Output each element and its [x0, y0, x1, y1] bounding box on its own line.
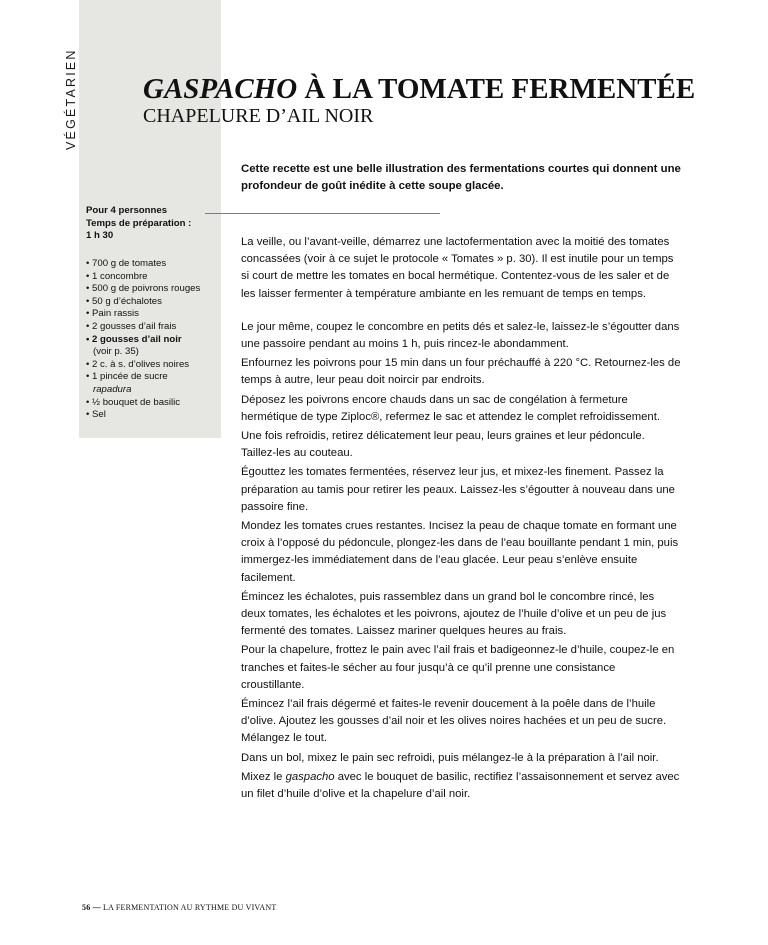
ingredient-item-label: • 2 gousses d’ail noir: [86, 333, 182, 345]
instruction-paragraph: Le jour même, coupez le concombre en petits dés et salez-le, laissez-le s’égoutter dans une passoire pendant au moins 1 h, puis rincez-le abondamment.: [241, 320, 680, 351]
running-title: LA FERMENTATION AU RYTHME DU VIVANT: [100, 903, 277, 912]
ingredient-note: (voir p. 35): [93, 346, 139, 358]
instruction-paragraph: Pour la chapelure, frottez le pain avec l’ail frais et badigeonnez-le d’huile, coupez-le en tranches et faites-le sécher au four jusqu’à ce qu’il prenne une consistance croustillante.: [241, 644, 675, 691]
ingredient-note: rapadura: [93, 383, 132, 395]
ingredient-item: • 1 concombre: [86, 270, 148, 282]
final-text-before: Mixez le: [241, 770, 286, 783]
instruction-paragraph: Mondez les tomates crues restantes. Incisez la peau de chaque tomate en formant une croix à l’opposé du pédoncule, plongez-les dans de l’eau bouillante pendant 1 min, puis immergez-les immédiatement dans de l’eau glacée. Leur peau s’enlève ensuite facilement.: [241, 520, 679, 584]
recipe-title-rest: À LA TOMATE FERMENTÉE: [297, 73, 696, 105]
instruction-paragraph-final: [241, 769, 681, 803]
recipe-title: [143, 72, 695, 106]
ingredient-item: • 2 gousses d’ail frais: [86, 320, 177, 332]
ingredient-item: • Pain rassis: [86, 308, 139, 320]
instruction-paragraph: La veille, ou l’avant-veille, démarrez une lactofermentation avec la moitié des tomates concassées (voir à ce sujet le protocole « Tomates » p. 30). Il est inutile pour un temps si court de mettre les tomates en bocal hermétique. Contentez-vous de les saler et de les laisser fermenter à température ambiante en les remuant de temps en temps.: [241, 236, 674, 300]
intro-paragraph: Cette recette est une belle illustration des fermentations courtes qui donnent une profondeur de goût inédite à cette soupe glacée.: [241, 163, 681, 192]
recipe-subtitle: CHAPELURE D’AIL NOIR: [143, 105, 374, 127]
instruction-paragraph: Déposez les poivrons encore chauds dans un sac de congélation à fermeture hermétique de type Ziploc®, refermez le sac et attendez le complet refroidissement.: [241, 393, 660, 423]
instruction-paragraph: Une fois refroidis, retirez délicatement leur peau, leurs graines et leur pédoncule. Taillez-les au couteau.: [241, 430, 645, 460]
ingredient-item: [86, 371, 218, 396]
ingredient-item: • 2 c. à s. d’olives noires: [86, 358, 190, 370]
recipe-title-italic: GASPACHO: [143, 73, 298, 105]
ingredient-item-highlight: [86, 334, 218, 359]
instruction-paragraph: Dans un bol, mixez le pain sec refroidi, puis mélangez-le à la préparation à l’ail noir.: [241, 751, 659, 764]
ingredient-item: • 50 g d’échalotes: [86, 295, 162, 307]
instruction-paragraph: Enfournez les poivrons pour 15 min dans un four préchauffé à 220 °C. Retournez-les de temps à autre, leur peau doit noircir par endroits.: [241, 357, 681, 387]
instructions: [241, 234, 681, 805]
final-text-after: avec le bouquet de basilic, rectifiez l’assaisonnement et servez avec un filet d’huile d’olive et la chapelure d’ail noir.: [241, 770, 680, 801]
instruction-paragraph: Émincez l’ail frais dégermé et faites-le revenir doucement à la poêle dans de l’huile d’olive. Ajoutez les gousses d’ail noir et les olives noires hachées et un peu de sucre. Mélangez le tout.: [241, 698, 667, 745]
page-footer: [82, 903, 276, 912]
ingredient-item-label: • 1 pincée de sucre: [86, 371, 168, 383]
prep-time-value: 1 h 30: [86, 230, 114, 242]
ingredient-list: [86, 258, 218, 422]
ingredient-item: • 500 g de poivrons rouges: [86, 283, 201, 295]
ingredient-item: • 700 g de tomates: [86, 258, 167, 269]
divider-rule: [205, 213, 440, 214]
instruction-paragraph: Égouttez les tomates fermentées, réservez leur jus, et mixez-les finement. Passez la préparation au tamis pour retirer les peaux. Laissez-les s’égoutter à nouveau dans une passoire fine.: [241, 466, 675, 513]
final-text-italic: gaspacho: [285, 770, 335, 783]
category-label: VÉGÉTARIEN: [64, 48, 78, 150]
instruction-paragraph: Émincez les échalotes, puis rassemblez dans un grand bol le concombre rincé, les deux tomates, les échalotes et les poivrons, ajoutez de l’huile d’olive et un peu de jus fermenté des tomates. Laissez mariner quelques heures au frais.: [241, 590, 667, 638]
prep-time-label: Temps de préparation :: [86, 217, 192, 229]
page-number: 56 —: [82, 903, 101, 912]
servings: Pour 4 personnes: [86, 205, 168, 216]
ingredient-item: • ½ bouquet de basilic: [86, 396, 181, 408]
recipe-meta: [86, 205, 218, 243]
ingredient-item: • Sel: [86, 409, 106, 421]
